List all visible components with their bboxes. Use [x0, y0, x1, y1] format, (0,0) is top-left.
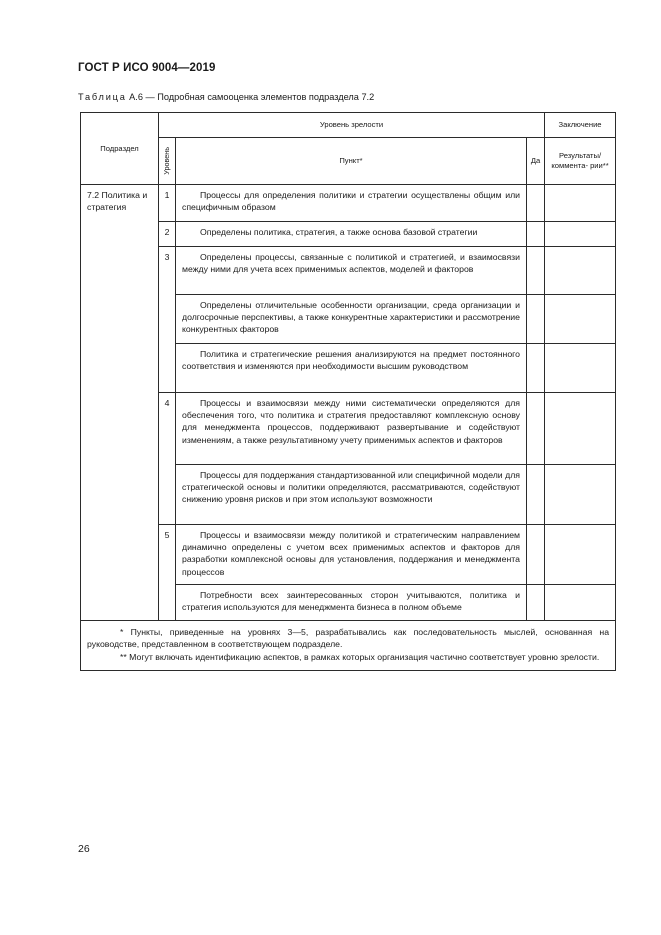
- page-number: 26: [78, 843, 90, 855]
- item-text: Политика и стратегические решения анализируются на предмет постоянного соответствия и изменяются при необходимости высшим руководством: [182, 349, 520, 372]
- results-cell: [545, 465, 616, 525]
- item-cell: [176, 185, 527, 222]
- item-text: Потребности всех заинтересованных сторон учитываются, политика и стратегия используются для менеджмента бизнеса в полном объеме: [182, 590, 520, 613]
- level-cell: 3: [159, 247, 176, 393]
- item-text: Процессы и взаимосвязи между ними систематически определяются для обеспечения того, что политика и стратегия предоставляют комплексную основу для менеджмента процессов, поддерживают развертывание и содействуют изменениям, а также результативному учету применимых аспектов и факторов: [182, 398, 520, 445]
- yes-cell: [527, 185, 545, 222]
- footnote-2: ** Могут включать идентификацию аспектов, в рамках которых организация частично соответствует уровню зрелости.: [120, 651, 600, 662]
- item-cell: [176, 344, 527, 393]
- item-text: Определены процессы, связанные с политикой и стратегией, и взаимосвязи между ними для учета всех применимых аспектов, моделей и факторов: [182, 252, 520, 275]
- results-cell: [545, 247, 616, 295]
- results-cell: [545, 295, 616, 344]
- item-text: Определены политика, стратегия, а также основа базовой стратегии: [200, 227, 478, 237]
- item-cell: [176, 222, 527, 247]
- header-conclusion: Заключение: [545, 113, 616, 138]
- results-cell: [545, 344, 616, 393]
- header-level: [159, 138, 176, 185]
- header-subsection: Подраздел: [81, 113, 159, 185]
- item-text: Определены отличительные особенности организации, среда организации и долгосрочные перспективы, а также конкурентные характеристики и рассмотрение конкурентных факторов: [182, 300, 520, 335]
- yes-cell: [527, 525, 545, 585]
- results-cell: [545, 222, 616, 247]
- caption-title: А.6 — Подробная самооценка элементов подраздела 7.2: [126, 92, 375, 102]
- header-maturity-level: Уровень зрелости: [159, 113, 545, 138]
- header-results: Результаты/ коммента- рии**: [545, 138, 616, 185]
- self-assessment-table: [80, 112, 616, 671]
- item-cell: [176, 295, 527, 344]
- item-cell: [176, 585, 527, 621]
- item-cell: [176, 247, 527, 295]
- yes-cell: [527, 585, 545, 621]
- footnote-1: * Пункты, приведенные на уровнях 3—5, разрабатывались как последовательность мыслей, основанная на руководстве, представленном в соответствующем подразделе.: [87, 627, 610, 650]
- item-text: Процессы для поддержания стандартизованной или специфичной модели для стратегической основы и политики определяются, рассматриваются, содействуют снижению уровня рисков и при этом используют возможности: [182, 470, 520, 505]
- level-cell: 1: [159, 185, 176, 222]
- subsection-cell: 7.2 Политика и стратегия: [81, 185, 159, 621]
- results-cell: [545, 585, 616, 621]
- header-item: Пункт*: [176, 138, 527, 185]
- level-cell: 5: [159, 525, 176, 621]
- level-cell: 4: [159, 393, 176, 525]
- yes-cell: [527, 344, 545, 393]
- item-cell: [176, 525, 527, 585]
- caption-label: Таблица: [78, 92, 127, 102]
- results-cell: [545, 525, 616, 585]
- yes-cell: [527, 393, 545, 465]
- results-cell: [545, 393, 616, 465]
- header-level-text: Уровень: [162, 147, 171, 175]
- yes-cell: [527, 295, 545, 344]
- item-cell: [176, 393, 527, 465]
- level-cell: 2: [159, 222, 176, 247]
- yes-cell: [527, 222, 545, 247]
- item-text: Процессы для определения политики и стратегии осуществлены общим или специфичным образом: [182, 190, 520, 213]
- item-text: Процессы и взаимосвязи между политикой и стратегическим направлением динамично определены с учетом всех применимых аспектов и факторов для разработки комплексной основы для установления, поддержания и менеджмента процессов: [182, 530, 520, 577]
- yes-cell: [527, 247, 545, 295]
- item-cell: [176, 465, 527, 525]
- table-caption: [78, 92, 374, 102]
- document-header: ГОСТ Р ИСО 9004—2019: [78, 62, 216, 74]
- results-cell: [545, 185, 616, 222]
- header-yes: Да: [527, 138, 545, 185]
- table-notes: [81, 621, 616, 671]
- yes-cell: [527, 465, 545, 525]
